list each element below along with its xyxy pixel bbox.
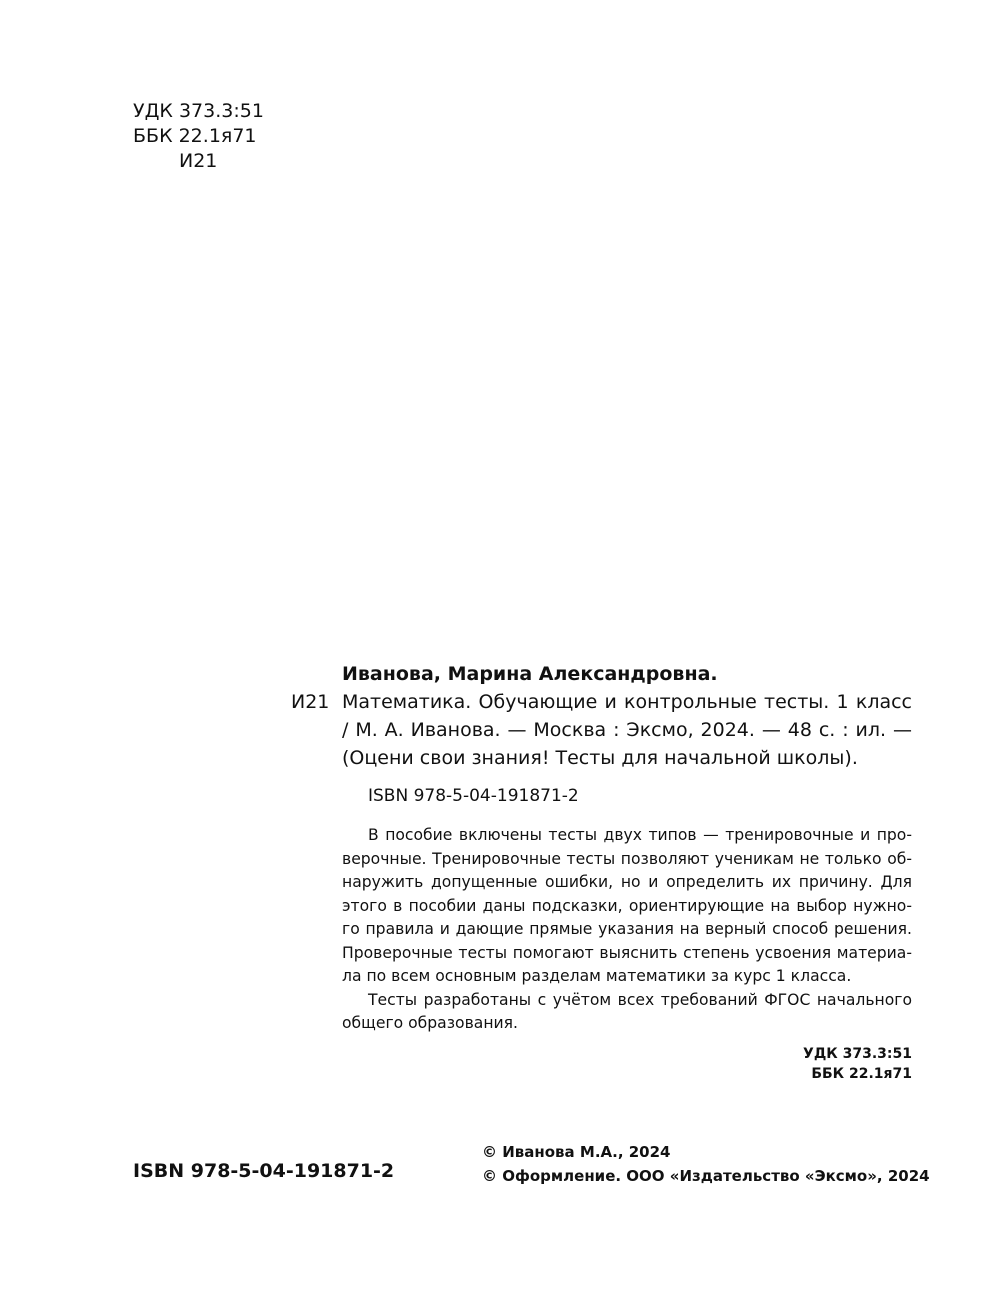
record-description: Математика. Обучающие и контрольные тесты. 1 класс / М. А. Иванова. — Москва : Эксмо, 2024. — 48 с. : ил. — (Оцени свои знания! Тесты для начальной школы). xyxy=(342,691,912,769)
bottom-udk-code: УДК 373.3:51 xyxy=(803,1046,912,1062)
udk-code: УДК 373.3:51 xyxy=(133,100,264,122)
bottom-classification-codes xyxy=(803,1044,912,1084)
bbk-code: ББК 22.1я71 xyxy=(133,125,257,147)
annotation-paragraph: Тесты разработаны с учётом всех требований ФГОС начального общего образования. xyxy=(342,990,912,1032)
author-sign: И21 xyxy=(179,150,218,172)
annotation xyxy=(342,824,912,1036)
record-description-block xyxy=(291,688,912,772)
copyright-design: © Оформление. ООО «Издательство «Эксмо», 2024 xyxy=(482,1167,930,1185)
record-author: Иванова, Марина Александровна. xyxy=(342,663,718,685)
bibliographic-record xyxy=(291,660,912,1036)
record-author-sign: И21 xyxy=(291,691,330,713)
annotation-paragraph: В пособие включены тесты двух типов — тренировочные и проверочные. Тренировочные тесты позволяют ученикам не только обнаружить допущенные ошибки, но и определить их причину. Для этого в пособии даны подсказки, ориентирующие на выбор нужного правила и дающие прямые указания на верный способ решения. Проверочные тесты помогают выяснить степень усвоения материала по всем основным разделам математики за курс 1 класса. xyxy=(342,826,912,985)
copyright-block xyxy=(482,1140,930,1188)
footer-isbn: ISBN 978-5-04-191871-2 xyxy=(133,1160,395,1182)
record-isbn: ISBN 978-5-04-191871-2 xyxy=(368,786,579,806)
copyright-author: © Иванова М.А., 2024 xyxy=(482,1143,671,1161)
bottom-bbk-code: ББК 22.1я71 xyxy=(811,1066,912,1082)
top-classification-codes xyxy=(133,99,264,174)
